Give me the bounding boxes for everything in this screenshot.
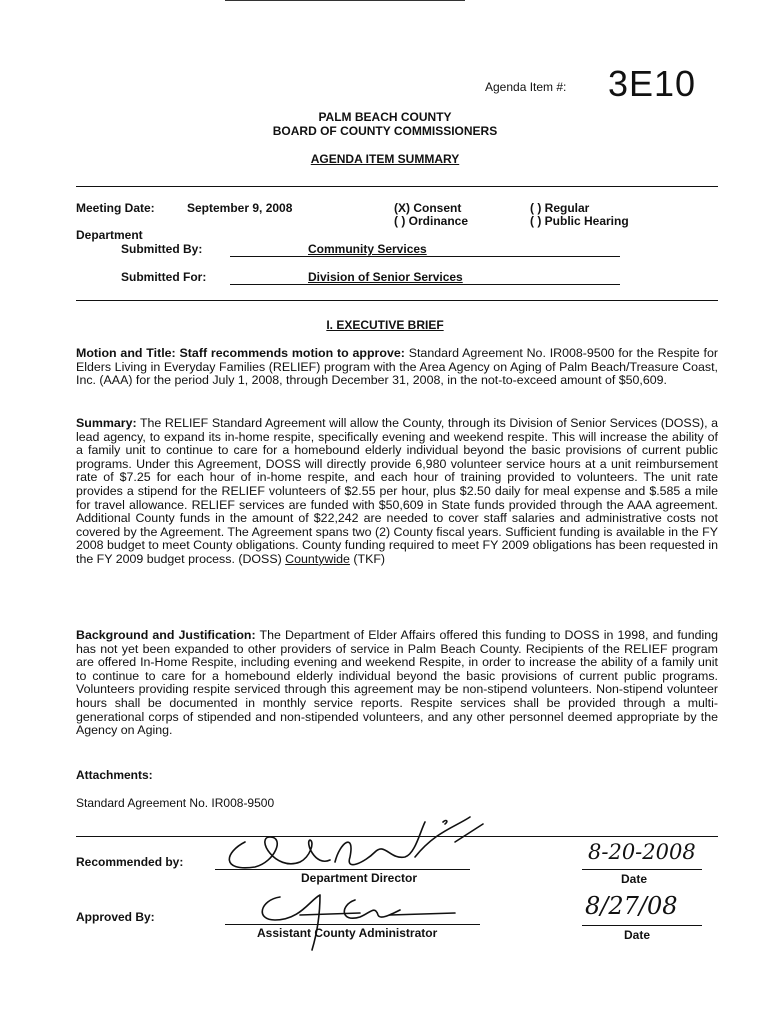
approved-date: 8/27/08 <box>585 892 678 920</box>
background-label: Background and Justification: <box>76 628 256 642</box>
submitted-by-label: Submitted By: <box>121 242 203 256</box>
submitted-for-value: Division of Senior Services <box>308 270 463 284</box>
summary-title: AGENDA ITEM SUMMARY <box>310 152 460 166</box>
executive-brief-heading: I. EXECUTIVE BRIEF <box>326 318 444 332</box>
summary-tail: (TKF) <box>353 551 386 566</box>
summary-paragraph <box>76 417 718 567</box>
top-edge-line <box>225 0 465 1</box>
recommended-date-line <box>582 869 702 870</box>
submitted-by-line <box>230 256 620 257</box>
background-text: The Department of Elder Affairs offered this funding to DOSS in 1998, and funding has not yet been expanded to other providers of service in Palm Beach County. Recipients of the RELIEF program are offered In-Home Respite, including evening and weekend Respite, in order to increase the ability of a family unit to continue to care for a homebound elderly individual beyond the basic provisions of current public programs. Volunteers providing respite serviced through this agreement may be non-stipend volunteers. Non-stipend volunteer hours shall be documented in monthly service reports. Respite services shall be provided through a multi-generational corps of stipended and non-stipended volunteers, and any other personnel deemed appropriate by the Agency on Aging. <box>76 628 719 738</box>
approved-date-caption: Date <box>624 928 651 942</box>
agenda-item-number: 3E10 <box>608 63 697 104</box>
divider-top <box>76 186 718 187</box>
divider-middle <box>76 300 718 301</box>
ordinance-option: ( ) Ordinance <box>394 214 469 228</box>
summary-text: The RELIEF Standard Agreement will allow the County, through its Division of Senior Services (DOSS), a lead agency, to expand its in-home respite, specifically evening and weekend respite. This will increase the ability of a family unit to continue to care for a homebound elderly individual beyond the basic provisions of current public programs. Under this Agreement, DOSS will directly provide 6,980 volunteer service hours at a unit reimbursement rate of $7.25 for each hour of in-home respite, and each hour of training provided to volunteers. The unit rate provides a stipend for the RELIEF volunteers of $2.55 per hour, plus $2.50 daily for meal expense and $.585 a mile for travel allowance. RELIEF services are funded with $50,609 in State funds provided through the AAA agreement. Additional County funds in the amount of $22,242 are needed to cover staff salaries and administrative costs not covered by the Agreement. The Agreement spans two (2) County fiscal years. Sufficient funding is available in the FY 2008 budget to meet County obligations. County funding required to meet FY 2009 obligations has been requested in the FY 2009 budget process. (DOSS) <box>76 416 718 566</box>
meeting-date-value: September 9, 2008 <box>187 201 293 215</box>
recommended-title: Department Director <box>301 871 418 885</box>
board-title: BOARD OF COUNTY COMMISSIONERS <box>272 124 498 138</box>
agenda-item-label: Agenda Item #: <box>485 80 567 94</box>
regular-option: ( ) Regular <box>530 201 590 215</box>
attachment-item: Standard Agreement No. IR008-9500 <box>76 796 275 810</box>
submitted-for-line <box>230 284 620 285</box>
county-title: PALM BEACH COUNTY <box>318 110 452 124</box>
recommended-by-label: Recommended by: <box>76 855 184 869</box>
consent-option: (X) Consent <box>394 201 462 215</box>
motion-label: Motion and Title: <box>76 346 176 360</box>
approved-signature <box>240 885 470 955</box>
submitted-for-label: Submitted For: <box>121 270 207 284</box>
department-label: Department <box>76 228 143 242</box>
motion-text: Standard Agreement No. IR008-9500 for the Respite for Elders Living in Everyday Families (RELIEF) program with the Area Agency on Aging of Palm Beach/Treasure Coast, Inc. (AAA) for the period July 1, 2008, through December 31, 2008, in the not-to-exceed amount of $50,609. <box>76 346 718 388</box>
summary-countywide: Countywide <box>285 551 350 566</box>
summary-label: Summary: <box>76 416 137 430</box>
public-hearing-option: ( ) Public Hearing <box>530 214 629 228</box>
meeting-date-label: Meeting Date: <box>76 201 155 215</box>
approved-title: Assistant County Administrator <box>257 926 438 940</box>
motion-lead: Staff recommends motion to approve: <box>179 346 405 360</box>
approved-by-label: Approved By: <box>76 910 155 924</box>
attachments-label: Attachments: <box>76 768 153 782</box>
motion-paragraph <box>76 347 718 388</box>
recommended-date-caption: Date <box>621 872 648 886</box>
approved-date-line <box>582 925 702 926</box>
submitted-by-value: Community Services <box>308 242 427 256</box>
recommended-date: 8-20-2008 <box>588 840 696 864</box>
background-paragraph <box>76 629 718 738</box>
